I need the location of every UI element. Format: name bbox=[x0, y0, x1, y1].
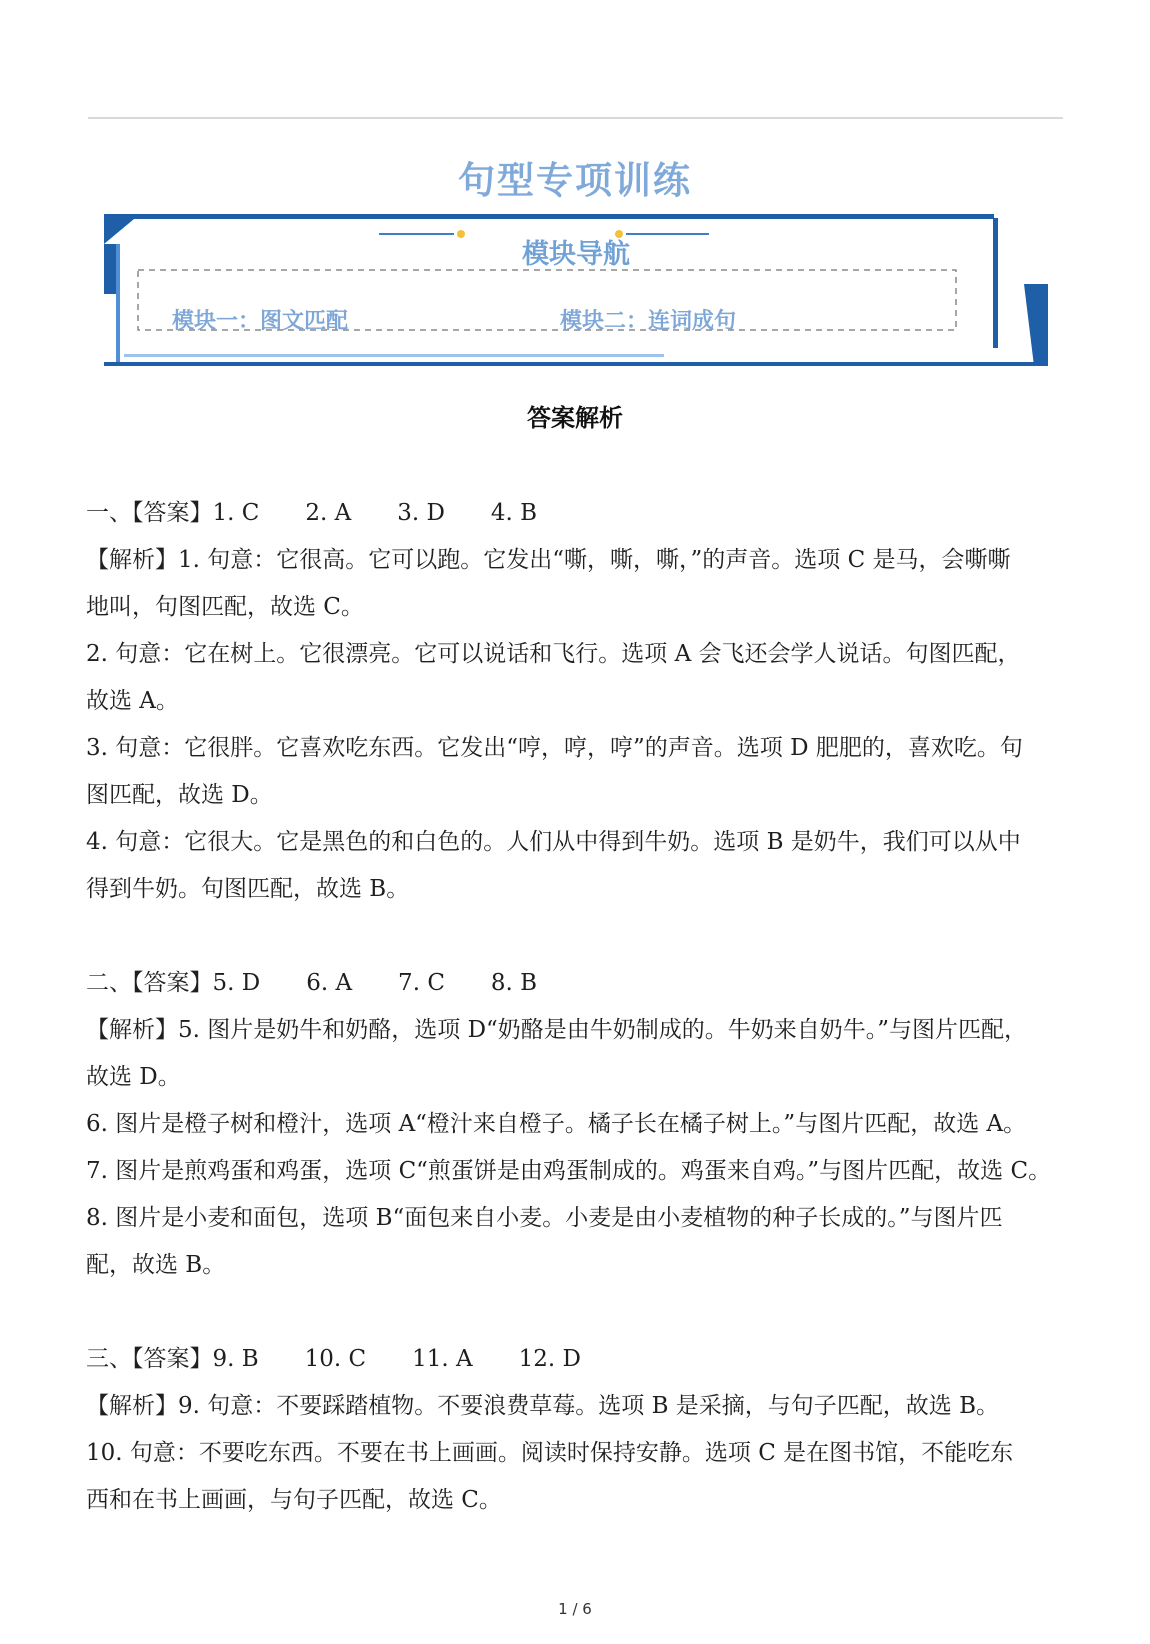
analysis-line: 图匹配，故选 D。 bbox=[86, 782, 273, 808]
analysis-line: 2. 句意：它在树上。它很漂亮。它可以说话和飞行。选项 A 会飞还会学人说话。句图匹配， bbox=[86, 641, 1021, 667]
analysis-line: 故选 D。 bbox=[86, 1064, 181, 1090]
analysis-line: 3. 句意：它很胖。它喜欢吃东西。它发出“哼，哼，哼”的声音。选项 D 肥肥的，喜欢吃。句 bbox=[86, 735, 1023, 761]
analysis-line: 4. 句意：它很大。它是黑色的和白色的。人们从中得到牛奶。选项 B 是奶牛，我们可以从中 bbox=[86, 829, 1021, 855]
module-two-label: 模块二：连词成句 bbox=[560, 308, 737, 334]
analysis-line: 【解析】5. 图片是奶牛和奶酪，选项 D“奶酪是由牛奶制成的。牛奶来自奶牛。”与图片匹配， bbox=[86, 1017, 1028, 1043]
navigation-heading: 模块导航 bbox=[522, 239, 630, 270]
section-one bbox=[86, 490, 1066, 913]
module-navigation-panel bbox=[104, 214, 1048, 384]
analysis-line: 配，故选 B。 bbox=[86, 1252, 226, 1278]
analysis-line: 7. 图片是煎鸡蛋和鸡蛋，选项 C“煎蛋饼是由鸡蛋制成的。鸡蛋来自鸡。”与图片匹配，故选 C。 bbox=[86, 1158, 1052, 1184]
section-two bbox=[86, 960, 1066, 1289]
answer-content bbox=[86, 490, 1066, 1524]
analysis-line: 地叫，句图匹配，故选 C。 bbox=[86, 594, 364, 620]
document-title: 句型专项训练 bbox=[458, 158, 692, 202]
analysis-line: 西和在书上画画，与句子匹配，故选 C。 bbox=[86, 1487, 502, 1513]
analysis-line: 故选 A。 bbox=[86, 688, 179, 714]
analysis-line: 【解析】1. 句意：它很高。它可以跑。它发出“嘶，嘶，嘶，”的声音。选项 C 是马，会嘶嘶 bbox=[86, 547, 1011, 573]
analysis-line: 8. 图片是小麦和面包，选项 B“面包来自小麦。小麦是由小麦植物的种子长成的。”与图片匹 bbox=[86, 1205, 1003, 1231]
page-number: 1 / 6 bbox=[558, 1600, 592, 1618]
analysis-line: 6. 图片是橙子树和橙汁，选项 A“橙汁来自橙子。橘子长在橘子树上。”与图片匹配，故选 A。 bbox=[86, 1111, 1027, 1137]
section-three bbox=[86, 1336, 1066, 1524]
analysis-line: 得到牛奶。句图匹配，故选 B。 bbox=[86, 876, 410, 902]
answer-line: 三、【答案】9. B 10. C 11. A 12. D bbox=[86, 1346, 581, 1372]
answer-line: 二、【答案】5. D 6. A 7. C 8. B bbox=[86, 970, 538, 996]
header-rule bbox=[88, 117, 1063, 119]
analysis-line: 【解析】9. 句意：不要踩踏植物。不要浪费草莓。选项 B 是采摘，与句子匹配，故选 B。 bbox=[86, 1393, 999, 1419]
answer-line: 一、【答案】1. C 2. A 3. D 4. B bbox=[86, 500, 538, 526]
analysis-line: 10. 句意：不要吃东西。不要在书上画画。阅读时保持安静。选项 C 是在图书馆，不能吃东 bbox=[86, 1440, 1014, 1466]
answer-analysis-heading: 答案解析 bbox=[527, 404, 623, 432]
module-one-label: 模块一：图文匹配 bbox=[172, 308, 349, 334]
